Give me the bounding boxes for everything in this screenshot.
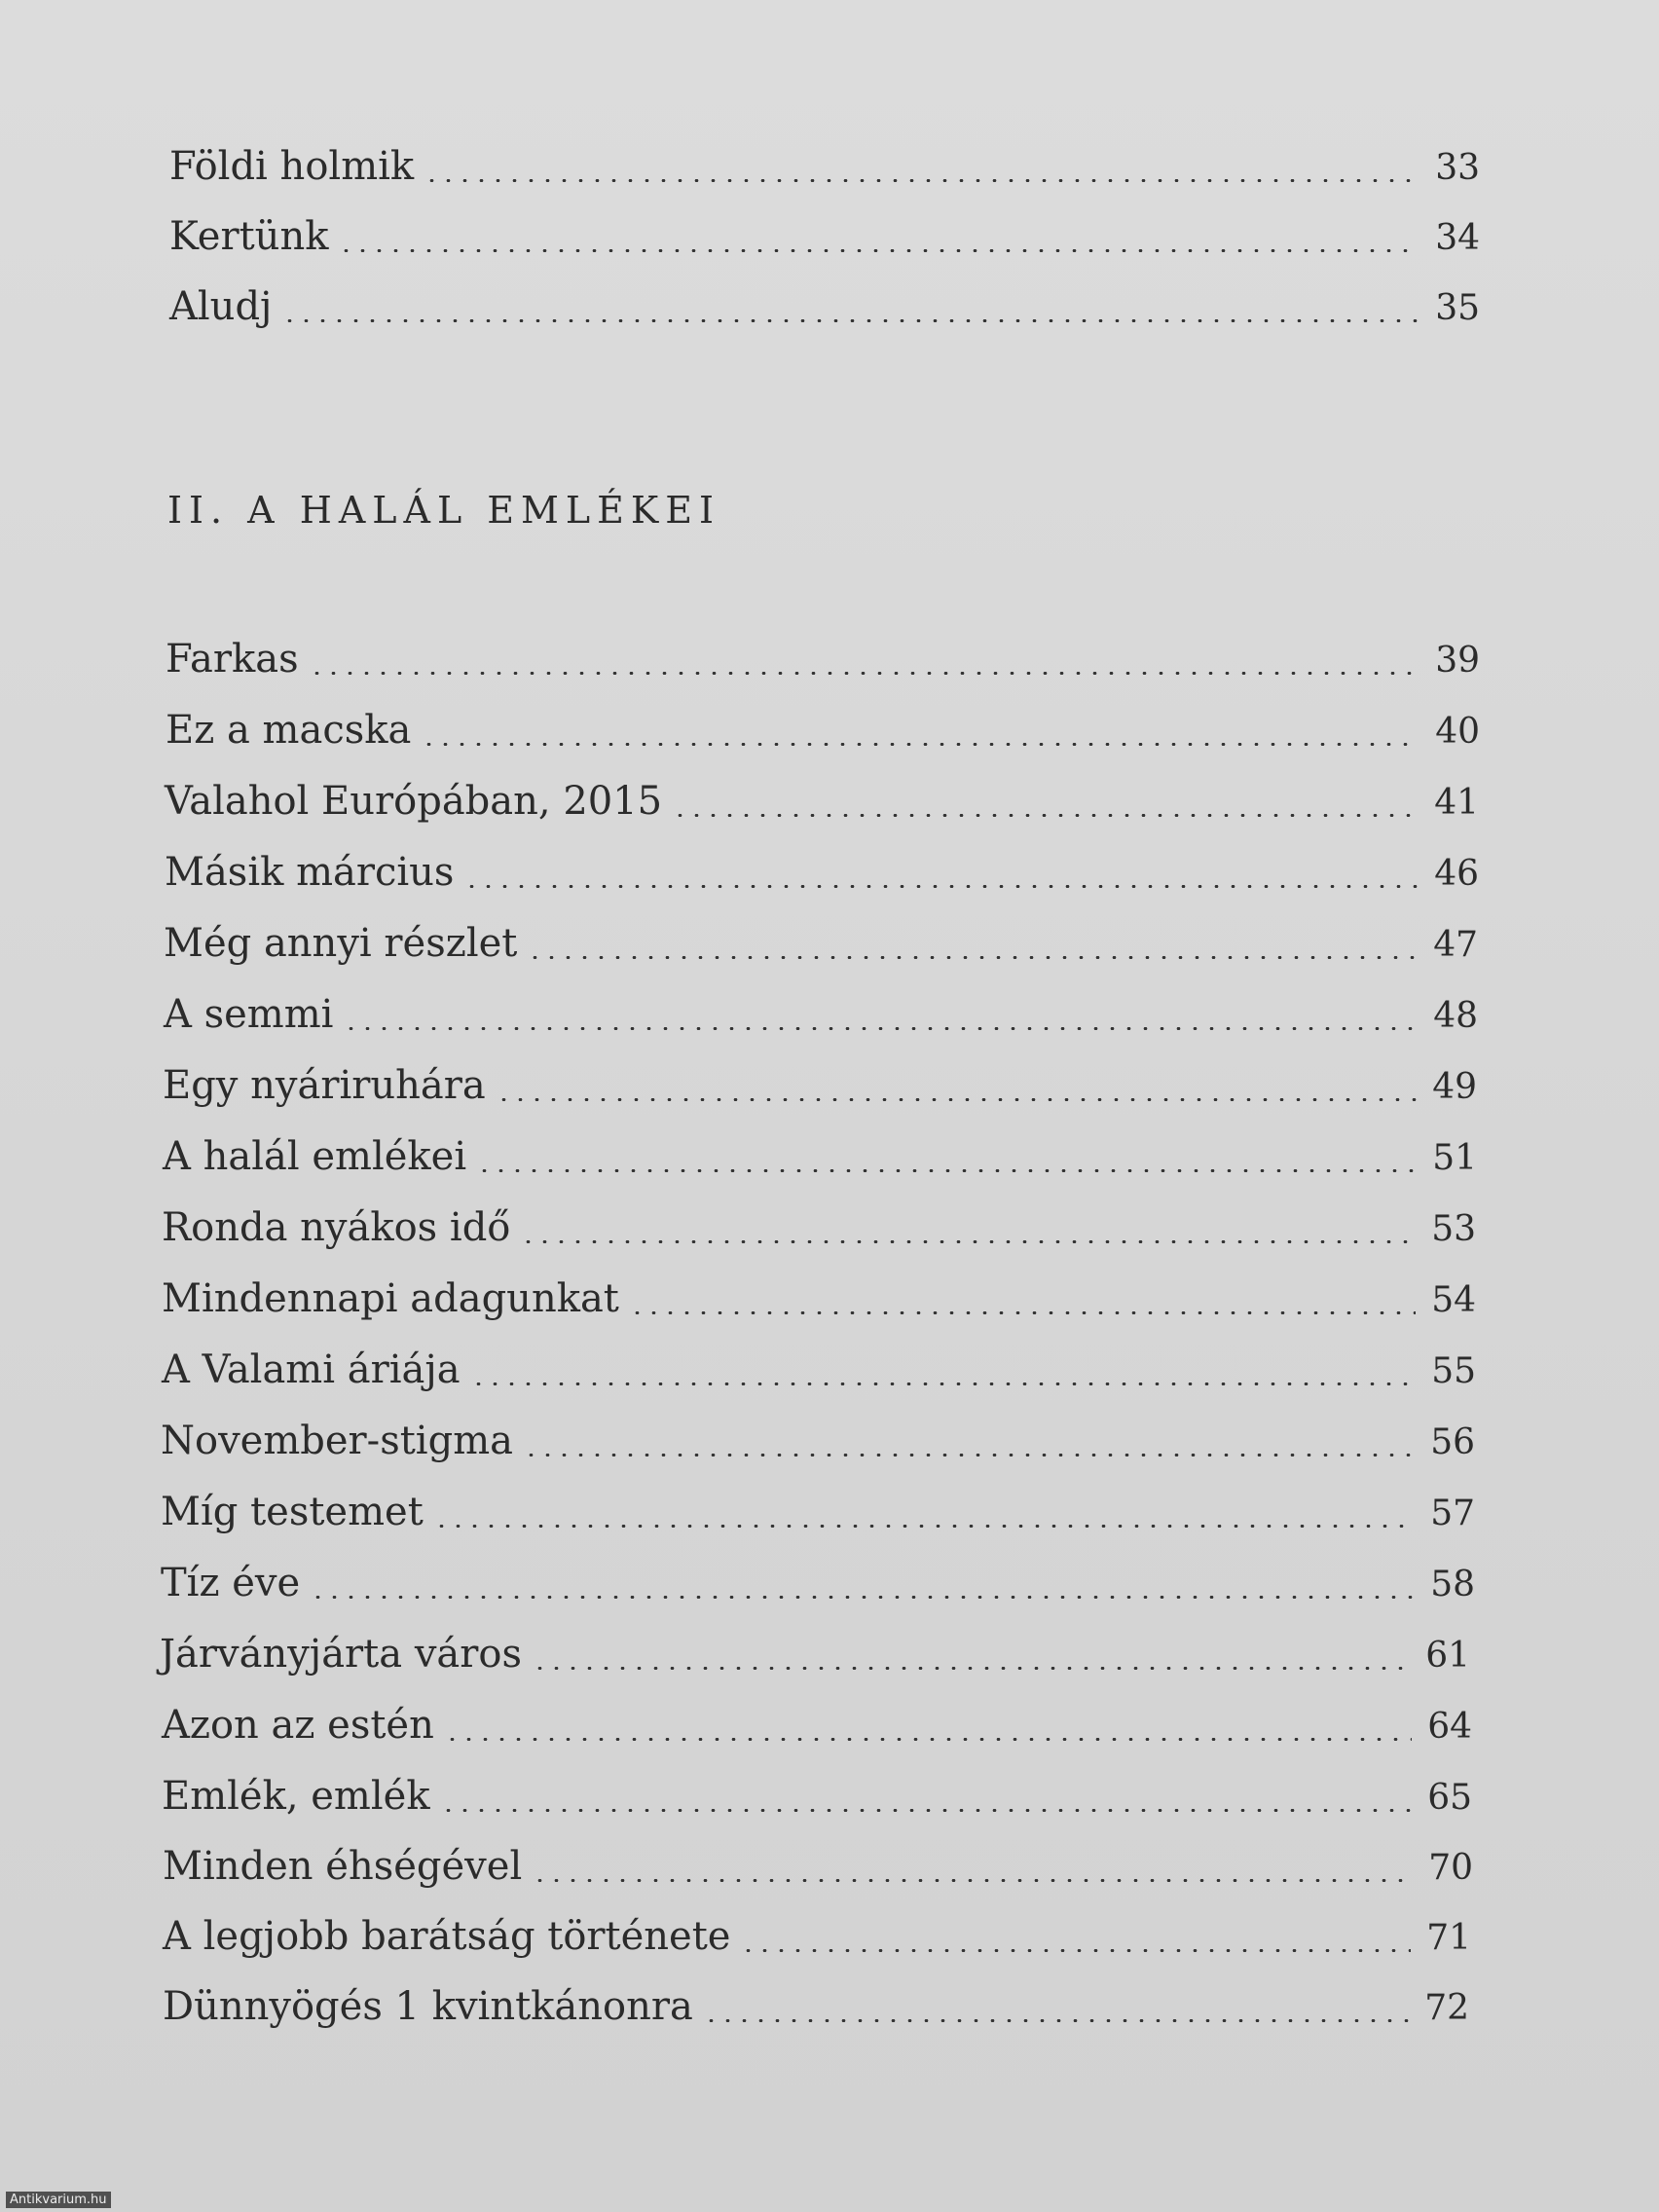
toc-leader-dots (523, 1454, 1415, 1456)
toc-leader-dots (532, 1667, 1410, 1670)
toc-entry-title: Ez a macska (166, 708, 412, 753)
toc-entry-title: Emlék, emlék (162, 1774, 430, 1819)
toc-entry-title: Dünnyögés 1 kvintkánonra (163, 1984, 693, 2029)
toc-leader-dots (463, 885, 1419, 888)
toc-entry (160, 1625, 1470, 1683)
toc-entry-title: Farkas (166, 637, 299, 682)
toc-entry-title: November-stigma (161, 1419, 513, 1463)
toc-entry-title: A legjobb barátság története (163, 1914, 731, 1959)
toc-entry (163, 1127, 1477, 1186)
toc-entry (169, 207, 1480, 266)
toc-entry (161, 1483, 1475, 1541)
section-heading: II. A HALÁL EMLÉKEI (167, 489, 721, 532)
toc-entry-page: 57 (1430, 1493, 1475, 1533)
toc-entry (163, 1907, 1471, 1966)
toc-entry-page: 54 (1431, 1280, 1476, 1320)
toc-entry-page: 56 (1430, 1422, 1475, 1462)
toc-entry (165, 843, 1479, 902)
toc-entry-page: 39 (1435, 641, 1480, 681)
toc-entry-page: 72 (1424, 1988, 1469, 2028)
toc-entry-title: Valahol Európában, 2015 (165, 779, 663, 824)
toc-leader-dots (476, 1169, 1417, 1172)
toc-leader-dots (532, 1879, 1413, 1882)
toc-entry-title: Mindennapi adagunkat (162, 1276, 619, 1321)
toc-entry-title: Földi holmik (169, 144, 415, 189)
toc-entry-title: Másik március (165, 850, 455, 895)
toc-entry (166, 630, 1480, 688)
toc-entry-title: Minden éhségével (163, 1844, 523, 1889)
toc-entry-title: A semmi (164, 992, 334, 1037)
toc-entry-page: 71 (1426, 1918, 1471, 1958)
toc-entry-page: 70 (1428, 1848, 1473, 1888)
toc-leader-dots (496, 1098, 1417, 1101)
toc-leader-dots (440, 1809, 1412, 1812)
toc-entry-title: Ronda nyákos idő (162, 1205, 511, 1250)
toc-leader-dots (338, 249, 1419, 252)
toc-entry-page: 53 (1431, 1209, 1476, 1249)
toc-entry-page: 65 (1427, 1778, 1472, 1818)
watermark-text: Antikvarium.hu (6, 2192, 111, 2208)
toc-entry-title: Járványjárta város (160, 1632, 522, 1677)
toc-entry-page: 51 (1432, 1138, 1477, 1178)
toc-entry-title: Aludj (169, 284, 273, 329)
toc-entry-title: Azon az estén (162, 1703, 434, 1748)
toc-entry (162, 1341, 1476, 1399)
toc-entry-page: 58 (1430, 1565, 1475, 1604)
toc-entry-title: Egy nyáriruhára (163, 1063, 486, 1108)
toc-entry-title: Még annyi részlet (164, 921, 518, 966)
toc-entry (161, 1554, 1475, 1612)
toc-entry-page: 34 (1435, 218, 1480, 258)
toc-leader-dots (281, 319, 1419, 322)
toc-entry (169, 277, 1480, 336)
toc-leader-dots (527, 956, 1418, 959)
toc-entry (163, 1977, 1469, 2036)
toc-entry-title: A Valami áriája (162, 1347, 461, 1392)
toc-entry (161, 1412, 1475, 1470)
toc-entry-title: Tíz éve (161, 1561, 301, 1605)
toc-entry (163, 1056, 1477, 1115)
toc-entry (162, 1767, 1472, 1825)
toc-leader-dots (470, 1382, 1416, 1385)
toc-leader-dots (421, 743, 1419, 746)
toc-leader-dots (433, 1525, 1415, 1528)
toc-leader-dots (309, 672, 1419, 675)
toc-entry (162, 1696, 1472, 1754)
toc-entry-page: 49 (1432, 1067, 1477, 1107)
toc-entry-title: Kertünk (169, 214, 329, 259)
toc-leader-dots (424, 179, 1419, 182)
toc-leader-dots (520, 1240, 1416, 1243)
toc-entry (166, 701, 1480, 759)
toc-entry (164, 914, 1478, 973)
toc-entry-page: 35 (1435, 288, 1480, 328)
toc-entry (162, 1198, 1476, 1257)
toc-entry-title: Míg testemet (161, 1490, 424, 1534)
toc-entry-title: A halál emlékei (163, 1134, 467, 1179)
toc-entry-page: 47 (1433, 925, 1478, 965)
toc-entry-page: 33 (1435, 148, 1480, 188)
toc-entry (162, 1270, 1476, 1328)
toc-entry (165, 772, 1479, 830)
toc-entry-page: 40 (1435, 712, 1480, 752)
toc-leader-dots (740, 1949, 1411, 1952)
toc-entry-page: 41 (1434, 783, 1479, 823)
toc-leader-dots (703, 2019, 1409, 2022)
toc-leader-dots (672, 814, 1419, 817)
toc-leader-dots (310, 1596, 1415, 1599)
toc-leader-dots (343, 1027, 1418, 1030)
toc-entry (169, 137, 1480, 196)
toc-leader-dots (629, 1311, 1416, 1314)
toc-entry (163, 1837, 1473, 1896)
toc-entry (164, 985, 1478, 1044)
toc-entry-page: 48 (1433, 996, 1478, 1036)
toc-entry-page: 55 (1431, 1351, 1476, 1391)
toc-entry-page: 64 (1427, 1707, 1472, 1747)
toc-entry-page: 61 (1425, 1636, 1470, 1676)
toc-leader-dots (444, 1738, 1412, 1741)
toc-entry-page: 46 (1434, 854, 1479, 894)
